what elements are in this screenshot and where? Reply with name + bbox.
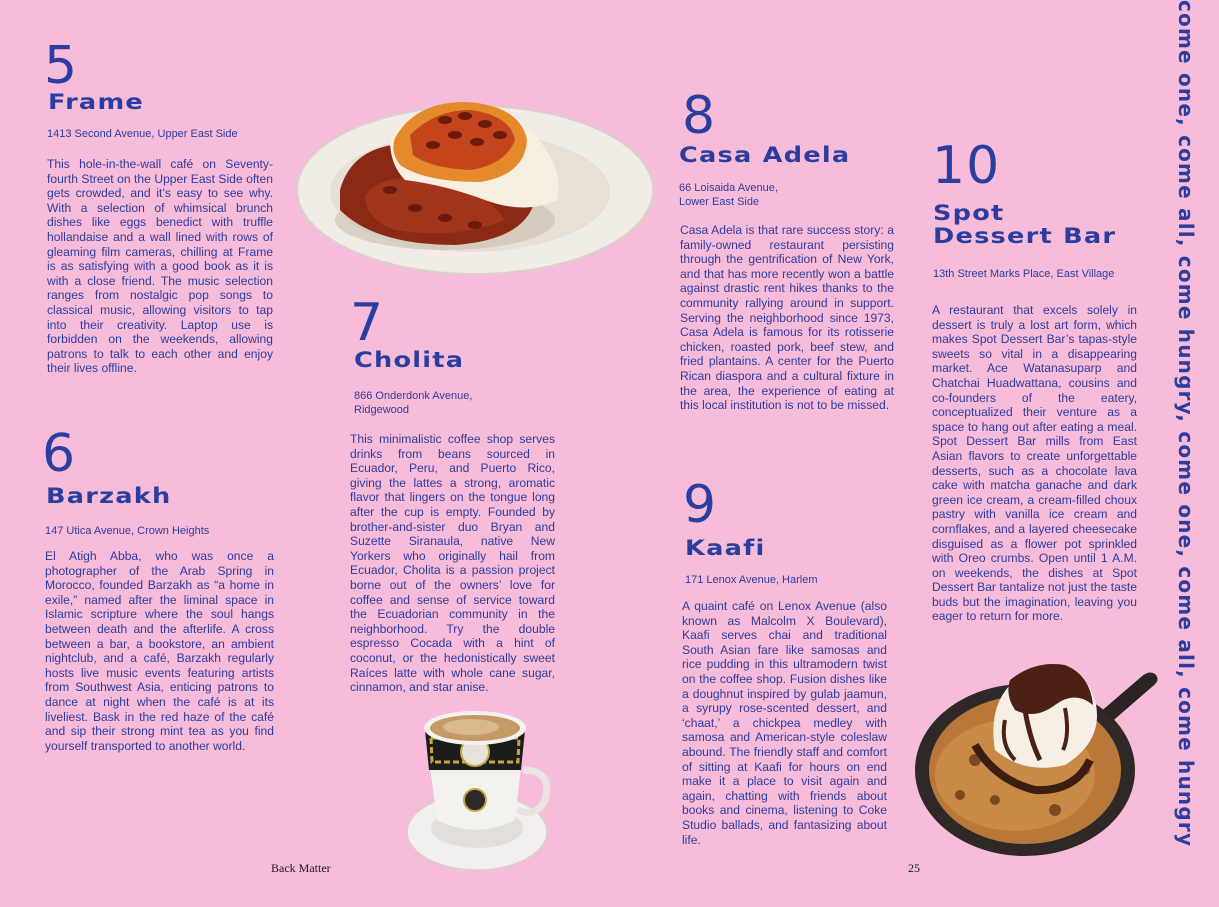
entry-number-10: 10 xyxy=(932,136,1001,196)
entry-address-kaafi: 171 Lenox Avenue, Harlem xyxy=(685,574,818,586)
entry-number-9: 9 xyxy=(683,475,718,535)
entry-name-casa-adela: Casa Adela xyxy=(679,143,851,167)
entry-address-frame: 1413 Second Avenue, Upper East Side xyxy=(47,128,238,140)
entry-name-cholita: Cholita xyxy=(354,348,465,372)
entry-number-5: 5 xyxy=(44,36,79,96)
rice-and-beans-photo xyxy=(295,90,655,290)
entry-description-casa-adela: Casa Adela is that rare success story: a family-owned restaurant persisting through the gentrification of New York, and that has more recently won a battle against drastic rent hikes thanks to the community rallying around in support. Serving the neighborhood since 1973, Casa Adela is famous for its rotisserie chicken, roasted pork, beef stew, and fried plantains. A center for the Puerto Rican diaspora and a cultural fixture in the area, the experience of eating at this local institution is not to be missed. xyxy=(680,223,894,413)
name-line: Spot xyxy=(933,201,1005,225)
address-line: Lower East Side xyxy=(679,196,760,208)
entry-address-spot-dessert-bar: 13th Street Marks Place, East Village xyxy=(933,268,1115,280)
name-line: Dessert Bar xyxy=(933,224,1117,248)
entry-number-8: 8 xyxy=(682,86,717,146)
page-number: 25 xyxy=(908,861,920,875)
entry-name-barzakh: Barzakh xyxy=(46,484,172,508)
entry-description-frame: This hole-in-the-wall café on Seventy-fourth Street on the Upper East Side often gets crowded, and it’s easy to see why. With a selection of whimsical brunch dishes like eggs benedict with truffle hollandaise and a wall lined with rows of gleaming film cameras, chilling at Frame is as satisfying with a good book as it is with a close friend. The music selection ranges from nostalgic pop songs to classical music, allowing visitors to tap into their creativity. Laptop use is forbidden on the weekends, allowing patrons to talk to each other and enjoy their lives offline. xyxy=(47,157,273,376)
coffee-cup-photo xyxy=(405,700,555,875)
entry-address-casa-adela xyxy=(679,181,778,209)
entry-name-frame: Frame xyxy=(48,90,144,114)
entry-address-cholita xyxy=(354,389,472,417)
dessert-skillet-photo xyxy=(915,650,1165,860)
entry-name-spot-dessert-bar xyxy=(933,202,1116,248)
tagline-text: come one, come all, come hungry, come one, come all, come hungry xyxy=(1174,0,1198,848)
entry-address-barzakh: 147 Utica Avenue, Crown Heights xyxy=(45,525,210,537)
entry-description-barzakh: El Atigh Abba, who was once a photographer of the Arab Spring in Morocco, founded Barzakh as “a home in exile,” named after the liminal space in Islamic scripture where the soul hangs between death and the afterlife. A cross between a bar, a bookstore, an ambient nightclub, and a café, Barzakh regularly hosts live music events featuring artists from Southwest Asia, enticing patrons to dance at night when the café is at its liveliest. Bask in the red haze of the café and sip their strong mint tea as you find yourself transported to another world. xyxy=(45,549,274,753)
entry-number-6: 6 xyxy=(42,424,77,484)
entry-description-kaafi: A quaint café on Lenox Avenue (also known as Malcolm X Boulevard), Kaafi serves chai and traditional South Asian fare like samosas and rice pudding in this ultramodern twist on the coffee shop. Fusion dishes like a doughnut inspired by gulab jaamun, a syrupy rose-scented dessert, and ‘chaat,’ a chickpea medley with samosa and American-style coleslaw abound. The friendly staff and comfort of sitting at Kaafi for hours on end make it a place to visit again and again, chatting with friends about books and cinema, listening to Coke Studio ballads, and fantasizing about life. xyxy=(682,599,887,847)
entry-description-spot-dessert-bar: A restaurant that excels solely in dessert is truly a lost art form, which makes Spot Dessert Bar’s tapas-style sweets so vital in a disappearing market. Ace Watanasuparp and Chatchai Huadwattana, cousins and co-founders of the eatery, conceptualized their venture as a space to hang out after eating a meal. Spot Dessert Bar mills from East Asian flavors to create unforgettable desserts, such as a chocolate lava cake with matcha ganache and dark green ice cream, a cream-filled choux pastry with vanilla ice cream and cornflakes, and a layered cheesecake disguised as a flower pot sprinkled with Oreo crumbs. Open until 1 A.M. on weekends, the dishes at Spot Dessert Bar tantalize not just the taste buds but the imagination, leaving you eager to return for more. xyxy=(932,303,1137,624)
entry-description-cholita: This minimalistic coffee shop serves drinks from beans sourced in Ecuador, Peru, and Puerto Rico, giving the lattes a strong, aromatic flavor that lingers on the tongue long after the cup is empty. Founded by brother-and-sister duo Bryan and Suzette Siranaula, native New Yorkers who originally hail from Ecuador, Cholita is a passion project borne out of the owners’ love for coffee and sense of service toward the Ecuadorian community in the neighborhood. Try the double espresso Cocada with a hint of coconut, or the hedonistically sweet Raíces latte with whole cane sugar, cinnamon, and star anise. xyxy=(350,432,555,695)
vertical-tagline xyxy=(1168,0,1202,907)
address-line: 866 Onderdonk Avenue, xyxy=(354,390,473,402)
section-label: Back Matter xyxy=(271,861,331,875)
address-line: Ridgewood xyxy=(354,404,410,416)
address-line: 66 Loisaida Avenue, xyxy=(679,182,778,194)
entry-number-7: 7 xyxy=(350,293,385,353)
entry-name-kaafi: Kaafi xyxy=(685,536,766,560)
